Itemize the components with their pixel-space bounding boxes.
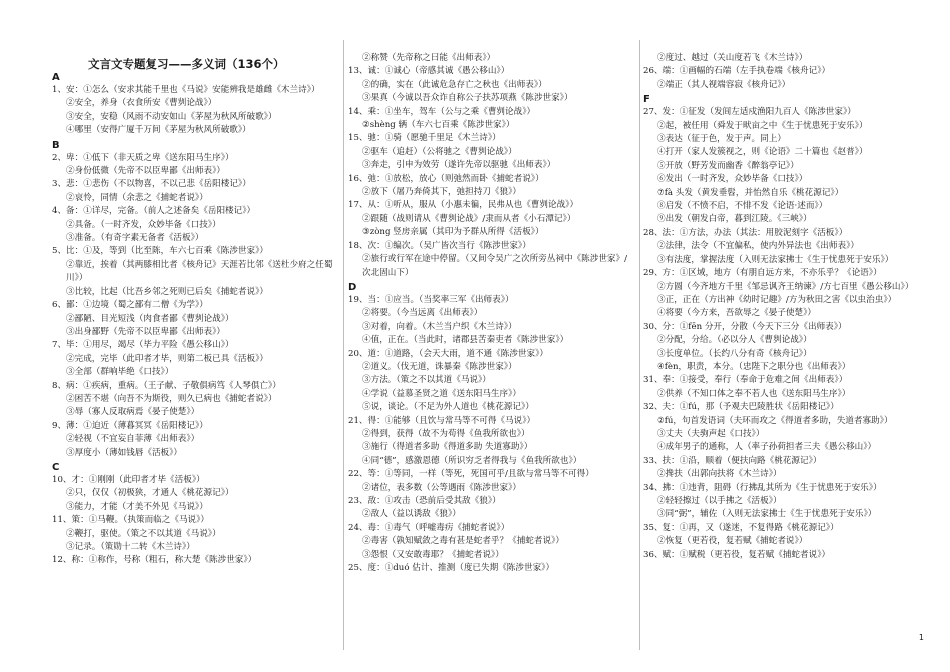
section-letter: C xyxy=(52,461,60,473)
entry-meaning: ②道义。（伐无道，诛暴秦《陈涉世家》） xyxy=(362,361,517,372)
entry-meaning: ②驱车（追赶）（公将驰之《曹刿论战》） xyxy=(362,146,517,157)
entry-meaning: ③记录。（策勋十二转《木兰诗》） xyxy=(66,542,195,552)
entry-heading: 9、薄：①迫近（薄暮冥冥《岳阳楼记》） xyxy=(52,420,208,431)
entry-meaning: ③表达（征于色，发于声。同上） xyxy=(657,134,786,145)
entry-meaning: ②fú，句首发语词（夫环而攻之《得道者多助，失道者寡助》） xyxy=(657,415,893,426)
entry-meaning: ③zòng 竖房亲属（其印为予群从所得《活板》） xyxy=(362,227,544,238)
column-3 xyxy=(643,52,925,562)
entry-meaning: ②shèng 辆（车六七百乘《陈涉世家》） xyxy=(362,120,515,131)
entry-meaning: ③方法。（策之不以其道《马说》） xyxy=(362,375,491,386)
entry-meaning: ②只，仅仅（初极狭，才通人《桃花源记》） xyxy=(66,488,234,499)
entry-meaning: ②称赞（先帝称之曰能《出师表》） xyxy=(362,53,496,63)
entry-meaning: ③比较，比起（比吾乡邻之死则已后矣《捕蛇者说》） xyxy=(66,286,268,297)
entry-meaning: ②度过、越过（关山度若飞《木兰诗》） xyxy=(657,53,808,63)
document-title: 文言文专题复习——多义词（136个） xyxy=(88,57,285,71)
section-letter: D xyxy=(348,281,357,293)
entry-meaning: ④成年男子的通称，人（率子孙荷担者三夫《愚公移山》） xyxy=(657,442,877,453)
entry-meaning: ③果真（今诚以吾众诈自称公子扶苏项燕《陈涉世家》） xyxy=(362,93,573,104)
entry-heading: 21、得：①能够（且饮与常马等不可得《马说》） xyxy=(348,415,536,426)
entry-heading: 19、当：①应当。（当奖率三军《出师表》） xyxy=(348,294,514,305)
entry-heading: 28、法：①方法，办法（其法：用胶泥刻字《活板》） xyxy=(643,227,848,238)
entry-heading: 5、比：①及，等到（比至陈，车六七百乘《陈涉世家》） xyxy=(52,246,269,257)
entry-meaning: ②旅行或行军在途中停留。（又间令吴广之次所旁丛祠中《陈涉世家》/次北固山下） xyxy=(362,254,628,278)
entry-meaning: ④将要（今方来，吾欲辱之《晏子使楚》） xyxy=(657,308,816,319)
entry-meaning: ③施行（得道者多助《得道多助 失道寡助》） xyxy=(362,442,533,453)
entry-meaning: ②靠近，挨着（其两膝相比者《核舟记》天涯若比邻《送杜少府之任蜀川》） xyxy=(66,259,333,284)
entry-meaning: ②搀扶（出郭向扶将《木兰诗》） xyxy=(657,469,782,480)
entry-meaning: ②轻轻擦过（以手拂之《活板》） xyxy=(657,496,782,506)
entry-meaning: ③辱（寡人反取病焉《晏子使楚》） xyxy=(66,407,200,418)
entry-heading: 1、安：①怎么（安求其能千里也《马说》安能辨我是雄雌《木兰诗》） xyxy=(52,85,320,95)
entry-meaning: ③准备。（有奇字素无备者《活板》） xyxy=(66,233,204,244)
entry-meaning: ②将要。（今当远离《出师表》） xyxy=(362,308,483,319)
entry-heading: 2、卑：①低下（非天质之卑《送东阳马生序》） xyxy=(52,152,234,163)
entry-meaning: ③长度单位。（长约八分有奇《核舟记》） xyxy=(657,348,812,359)
section-letter: A xyxy=(52,72,60,83)
entry-meaning: ②的确，实在（此诚危急存亡之秋也《出师表》） xyxy=(362,79,547,90)
entry-meaning: ③同“弼”，辅佐（入则无法家拂士《生于忧患死于安乐》） xyxy=(657,509,877,520)
entry-meaning: ②敌人（益以诱敌《狼》） xyxy=(362,509,461,520)
entry-meaning: ③能力，才能（才美不外见《马说》） xyxy=(66,501,208,512)
entry-meaning: ②困苦不堪（向吾不为斯役，则久已病也《捕蛇者说》） xyxy=(66,393,277,404)
entry-meaning: ⑥发出（一时齐发，众妙毕备《口技》） xyxy=(657,174,808,185)
entry-meaning: ②分配，分给。（必以分人《曹刿论战》） xyxy=(657,335,812,346)
entry-heading: 7、毕：①用尽，竭尽（毕力平险《愚公移山》） xyxy=(52,340,234,351)
entry-meaning: ②具备。（一时齐发，众妙毕备《口技》） xyxy=(66,219,221,230)
entry-heading: 14、乘：①坐车，驾车（公与之乘《曹刿论战》） xyxy=(348,106,536,117)
entry-meaning: ④哪里（安得广厦千万间《茅屋为秋风所破歌》） xyxy=(66,125,251,136)
column-divider xyxy=(343,40,344,650)
entry-heading: 30、分：①fēn 分开，分散（今天下三分《出师表》） xyxy=(643,321,847,332)
entry-heading: 6、鄙：①边境（蜀之鄙有二僧《为学》） xyxy=(52,300,208,311)
entry-meaning: ③怨恨（又安敢毒耶？《捕蛇者说》） xyxy=(362,549,504,560)
entry-meaning: ⑤开放（野芳发而幽香《醉翁亭记》） xyxy=(657,160,799,171)
entry-heading: 29、方：①区域，地方（有朋自远方来，不亦乐乎？《论语》） xyxy=(643,268,882,279)
entry-meaning: ②端正（其人视端容寂《核舟记》） xyxy=(657,79,791,90)
entry-meaning: ②鄙陋、目光短浅（肉食者鄙《曹刿论战》） xyxy=(66,313,234,324)
page-number: 1 xyxy=(918,633,924,642)
entry-heading: 18、次：①编次。（吴广皆次当行《陈涉世家》） xyxy=(348,240,531,251)
entry-meaning: ②起，被任用（舜发于畎亩之中《生于忧患死于安乐》） xyxy=(657,120,868,131)
column-2 xyxy=(348,52,630,575)
entry-meaning: ⑦fà 头发（黄发垂髫，并怡然自乐《桃花源记》） xyxy=(657,187,844,198)
entry-meaning: ④值，正在。（当此时，诸郡县苦秦吏者《陈涉世家》） xyxy=(362,335,569,346)
entry-meaning: ②身份低微（先帝不以臣卑鄙《出师表》） xyxy=(66,166,225,177)
entry-meaning: ③对着，向着。（木兰当户织《木兰诗》） xyxy=(362,321,517,332)
entry-heading: 12、称：①称作，号称（粗石，称大楚《陈涉世家》） xyxy=(52,555,257,566)
entry-meaning: ③奔走，引申为效劳（遂许先帝以驱驰《出师表》） xyxy=(362,160,556,171)
section-letter: B xyxy=(52,139,60,151)
entry-heading: 27、发：①征发（发闾左适戍渔阳九百人《陈涉世家》） xyxy=(643,107,856,118)
entry-meaning: ②诸位，表多数（公等遇雨《陈涉世家》） xyxy=(362,482,521,493)
entry-meaning: ③安全，安稳（风雨不动安如山《茅屋为秋风所破歌》） xyxy=(66,111,277,122)
entry-meaning: ②恢复（更若役，复若赋《捕蛇者说》） xyxy=(657,536,808,547)
entry-meaning: ④fèn，职责，本分。（忠陛下之职分也《出师表》） xyxy=(657,361,851,372)
entry-heading: 4、备：①详尽，完备。（前人之述备矣《岳阳楼记》） xyxy=(52,206,256,217)
entry-heading: 17、从：①听从，服从（小惠未徧，民弗从也《曹刿论战》） xyxy=(348,200,579,211)
entry-meaning: ②完成，完毕（此印者才毕，则第二板已具《活板》） xyxy=(66,353,268,364)
entry-meaning: ③丈夫（夫驹声起《口技》） xyxy=(657,428,765,439)
entry-heading: 3、悲：①悲伤（不以物喜，不以己悲《岳阳楼记》） xyxy=(52,179,251,190)
entry-meaning: ⑨出发（朝发白帝，暮到江陵。《三峡》） xyxy=(657,214,812,225)
entry-meaning: ②哀怜，同情（余悲之《捕蛇者说》） xyxy=(66,192,208,203)
entry-meaning: ④学说（益慕圣贤之道《送东阳马生序》） xyxy=(362,388,521,399)
entry-meaning: ②放下（屠乃奔倚其下，弛担持刀《狼》） xyxy=(362,187,521,198)
entry-heading: 13、诚：①诚心（帝感其诚《愚公移山》） xyxy=(348,66,510,77)
entry-heading: 25、度：①duó 估计、推测（度已失期《陈涉世家》） xyxy=(348,563,555,574)
entry-meaning: ④打开（家人发簇视之，则《论语》二十篇也《赵普》） xyxy=(657,147,868,158)
entry-meaning: ②鞭打，驱使。（策之不以其道《马说》） xyxy=(66,528,221,539)
column-divider xyxy=(639,40,640,650)
entry-meaning: ③正，正在（方出神《幼时记趣》/方为秋田之害《以虫治虫》） xyxy=(657,294,897,305)
entry-meaning: ②跟随（战则请从《曹刿论战》/隶而从者《小石潭记》） xyxy=(362,213,576,224)
entry-heading: 32、夫：①fú，那（予观夫巴陵胜状《岳阳楼记》） xyxy=(643,402,839,413)
entry-heading: 33、扶：①沿，顺着（便扶向路《桃花源记》） xyxy=(643,455,822,466)
entry-meaning: ②法律，法令（不宜偏私，使内外异法也《出师表》） xyxy=(657,241,859,252)
entry-heading: 31、奉：①接受，奉行（奉命于危难之间《出师表》） xyxy=(643,375,848,386)
entry-heading: 35、复：①再，又（遂迷，不复得路《桃花源记》） xyxy=(643,522,839,533)
entry-heading: 36、赋：①赋税（更若役，复若赋《捕蛇者说》） xyxy=(643,549,831,560)
entry-heading: 11、策：①马鞭。（执策而临之《马说》） xyxy=(52,515,210,526)
entry-heading: 26、端：①画幅的石端（左手执卷端《核舟记》） xyxy=(643,66,831,77)
entry-meaning: ③出身鄙野（先帝不以臣卑鄙《出师表》） xyxy=(66,326,225,337)
entry-heading: 10、才：①刚刚（此印者才毕《活板》） xyxy=(52,474,205,485)
entry-meaning: ③厚度小（薄如钱唇《活板》） xyxy=(66,447,183,458)
entry-heading: 22、等：①等同，一样（等死，死国可乎/且欲与常马等不可得） xyxy=(348,469,594,480)
section-letter: F xyxy=(643,94,650,106)
entry-heading: 8、病：①疾病，重病。（王子献、子敬俱病笃《人琴俱亡》） xyxy=(52,380,281,391)
entry-meaning: ②安全，养身（衣食所安《曹刿论战》） xyxy=(66,98,217,109)
entry-meaning: ②轻视（不宜妄自菲薄《出师表》） xyxy=(66,434,200,445)
entry-meaning: ②供养（不知口体之奉不若人也《送东阳马生序》） xyxy=(657,388,851,399)
entry-meaning: ②方圆（今齐地方千里《邹忌讽齐王纳谏》/方七百里《愚公移山》） xyxy=(657,281,914,292)
entry-meaning: ②得到，获得（故不为苟得《鱼我所欲也》） xyxy=(362,428,530,439)
entry-meaning: ⑧启发（不愤不启，不悱不发《论语·述而》） xyxy=(657,201,828,212)
column-1 xyxy=(52,52,334,568)
entry-heading: 20、道：①道路，（会天大雨，道不通《陈涉世家》） xyxy=(348,348,548,359)
entry-heading: 34、拂：①违背，阻碍（行拂乱其所为《生于忧患死于安乐》） xyxy=(643,482,882,493)
entry-meaning: ③全部（群响毕绝《口技》） xyxy=(66,367,174,378)
entry-heading: 15、驰：①骑（愿驰千里足《木兰诗》） xyxy=(348,133,501,144)
entry-heading: 23、敌：①攻击（恐前后受其敌《狼》） xyxy=(348,496,501,506)
entry-meaning: ③有法度，掌握法度（入则无法家拂士《生于忧患死于安乐》） xyxy=(657,254,894,265)
entry-meaning: ⑤说，谈论。（不足为外人道也《桃花源记》） xyxy=(362,402,534,413)
entry-meaning: ④同“德”，感激恩德（所识穷乏者得我与《鱼我所欲也》） xyxy=(362,455,582,466)
entry-heading: 24、毒：①毒气（呼嘘毒疠《捕蛇者说》） xyxy=(348,522,510,533)
entry-meaning: ②毒害（孰知赋敛之毒有甚是蛇者乎？《捕蛇者说》） xyxy=(362,536,564,547)
entry-heading: 16、弛：①放松，放心（则弛然而卧《捕蛇者说》） xyxy=(348,173,544,184)
